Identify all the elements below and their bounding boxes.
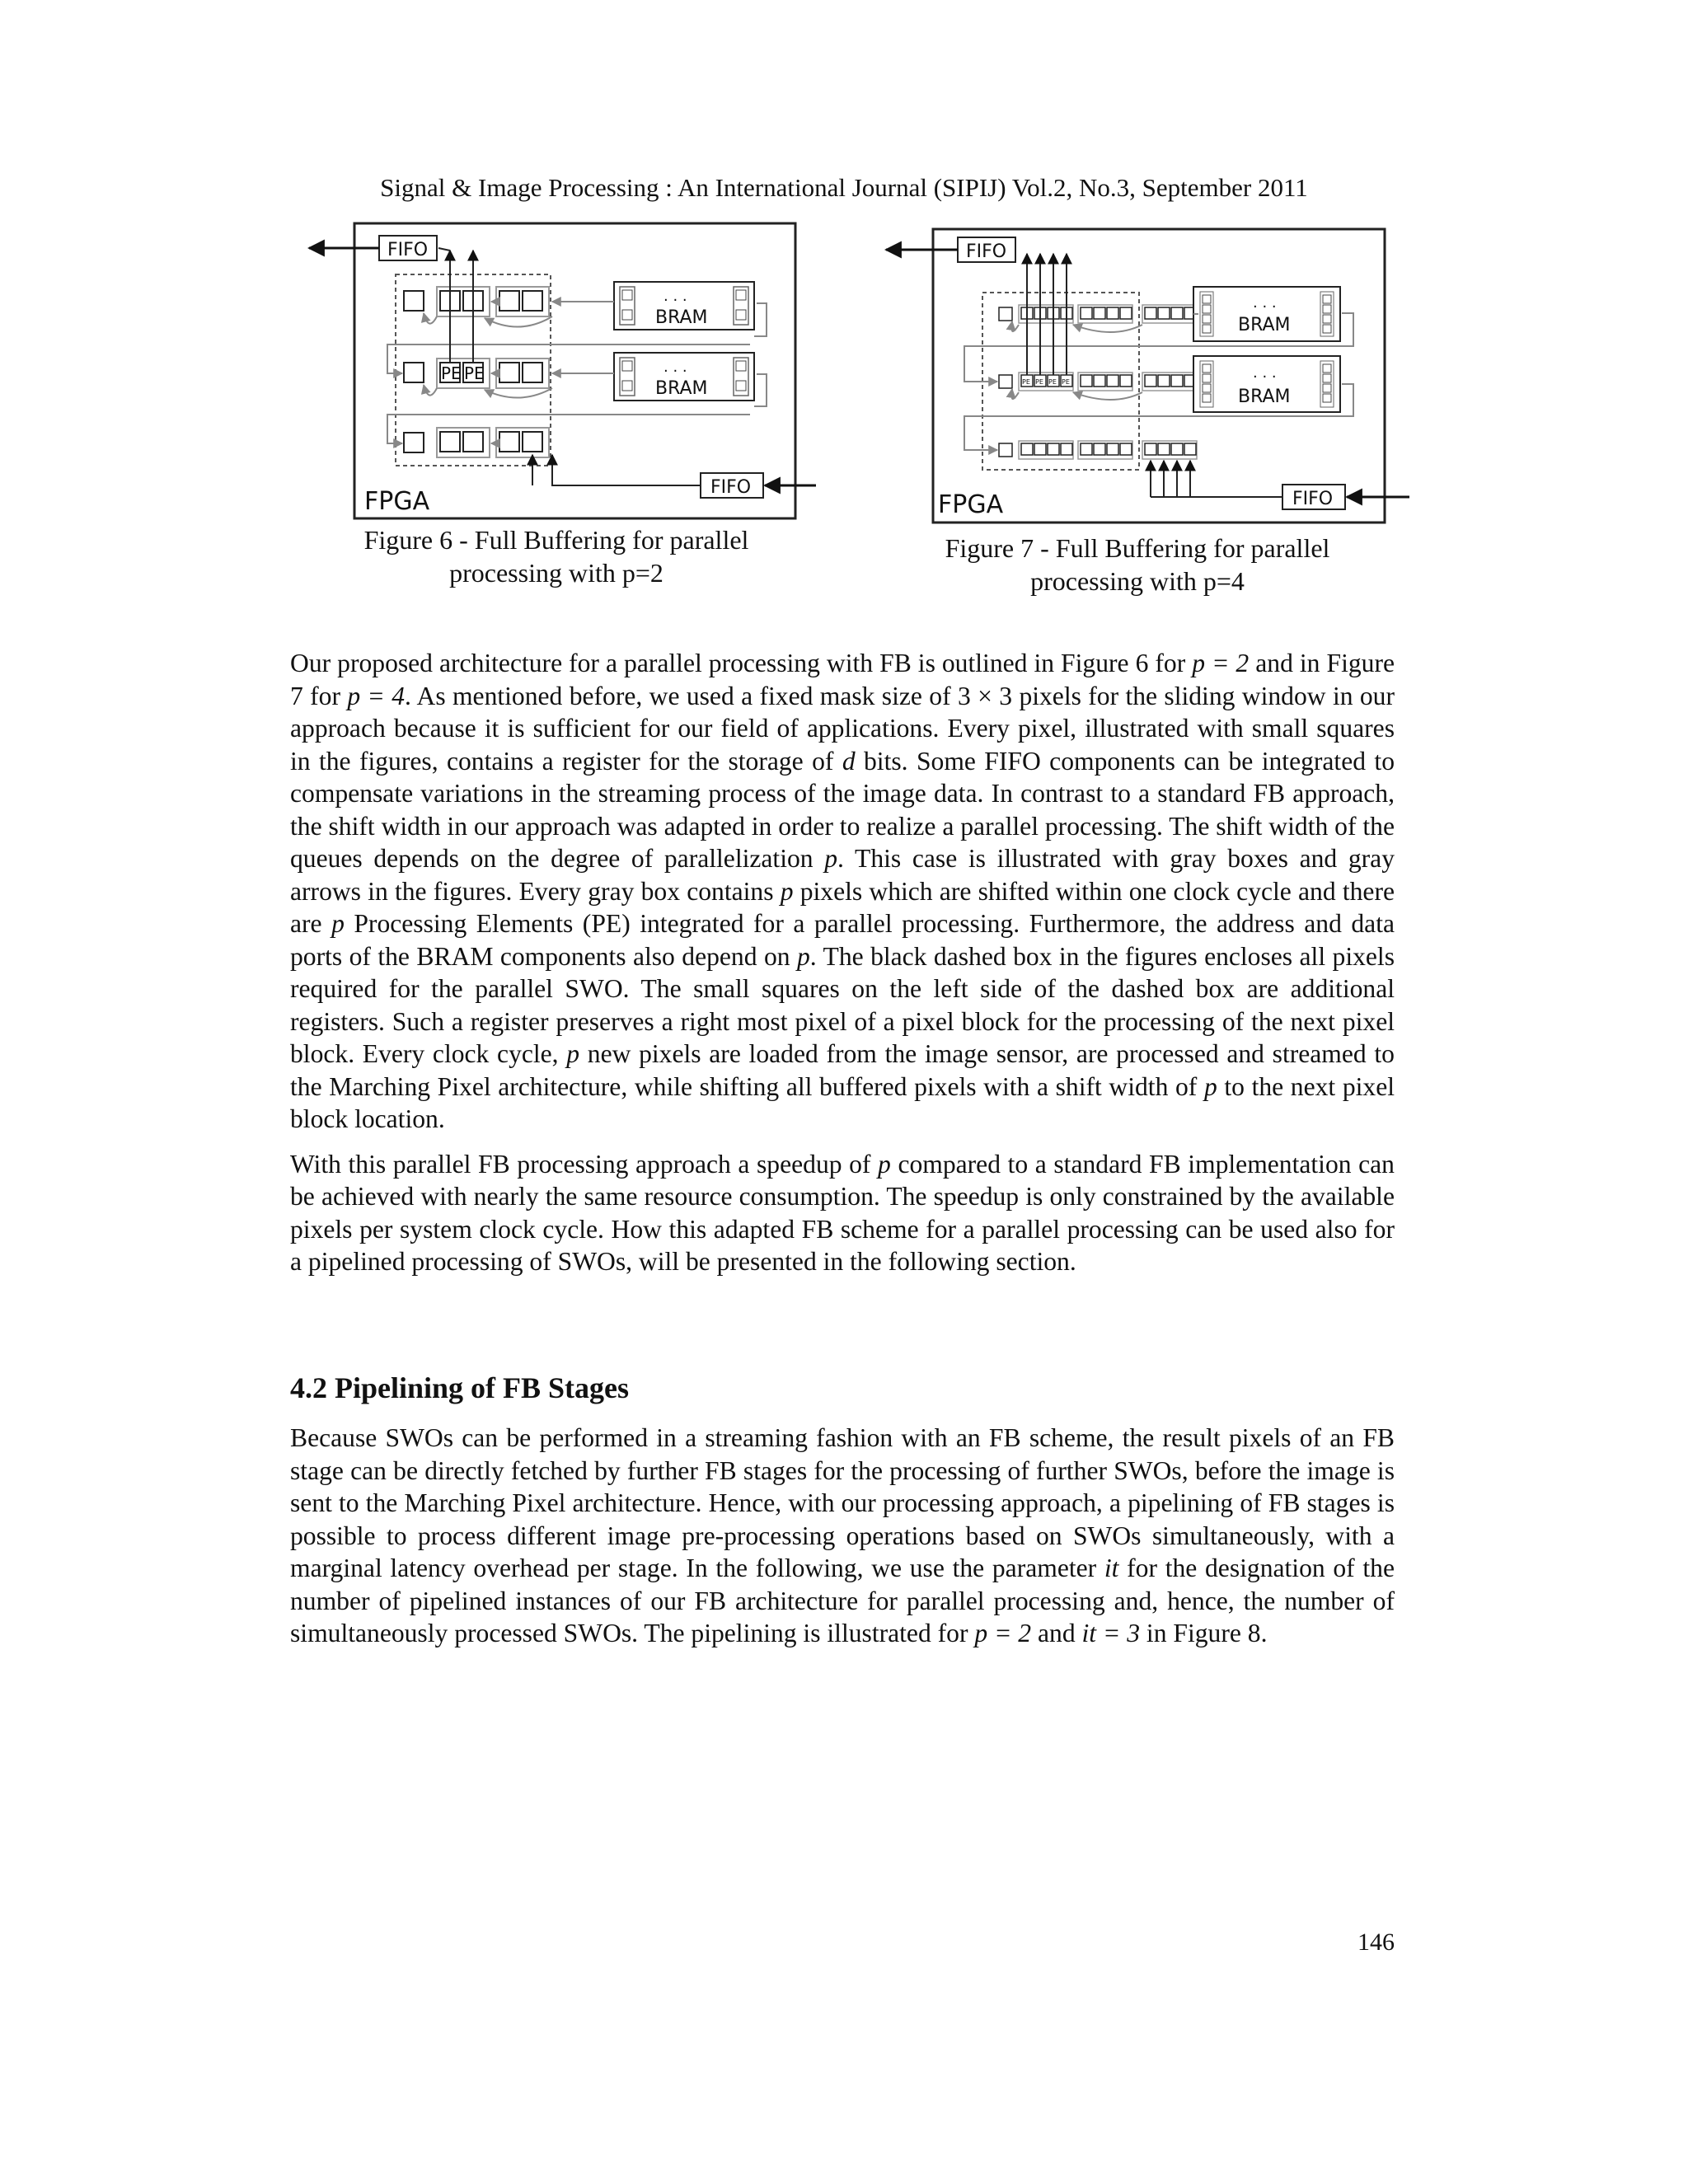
- svg-text:PE: PE: [1048, 378, 1057, 386]
- svg-text:BRAM: BRAM: [655, 378, 708, 399]
- figure-7: [882, 223, 1409, 527]
- svg-text:. . .: . . .: [663, 359, 687, 376]
- figure-6-caption-line-2: processing with p=2: [449, 558, 663, 588]
- fpga-label: FPGA: [938, 490, 1004, 519]
- figure-7-caption: [903, 532, 1372, 598]
- body-text-block: [290, 647, 1395, 1291]
- fifo-out-label: FIFO: [387, 240, 429, 260]
- svg-text:PE: PE: [1062, 378, 1070, 386]
- svg-text:BRAM: BRAM: [1238, 387, 1291, 407]
- bram-1: [614, 282, 754, 330]
- svg-text:PE: PE: [1022, 378, 1030, 386]
- section-title: 4.2 Pipelining of FB Stages: [290, 1371, 630, 1404]
- fifo-out-label: FIFO: [966, 241, 1007, 262]
- fpga-label: FPGA: [364, 487, 430, 516]
- bram-2: [614, 353, 754, 401]
- bram-2: [1193, 356, 1340, 412]
- figure-7-diagram: [882, 223, 1409, 527]
- svg-text:PE: PE: [1035, 378, 1043, 386]
- figure-7-caption-line-2: processing with p=4: [1030, 566, 1245, 596]
- figure-6-diagram: [305, 221, 816, 526]
- svg-text:BRAM: BRAM: [1238, 315, 1291, 335]
- paragraph-2: With this parallel FB processing approach a speedup of p compared to a standard FB implementation can be achieved with nearly the same resource consumption. The speedup is only constrained by the available pixels per system clock cycle. How this adapted FB scheme for a parallel processing can be used also for a pipelined processing of SWOs, will be presented in the following section.: [290, 1149, 1395, 1276]
- paragraph-3: Because SWOs can be performed in a streaming fashion with an FB scheme, the result pixels of an FB stage can be directly fetched by further FB stages for the processing of further SWOs, before the image is sent to the Marching Pixel architecture. Hence, with our processing approach, a pipelining of FB stages is possible to process different image pre-processing operations based on SWOs simultaneously, with a marginal latency overhead per stage. In the following, we use the parameter it for the designation of the number of pipelined instances of our FB architecture for parallel processing and, hence, the number of simultaneously processed SWOs. The pipelining is illustrated for p = 2 and it = 3 in Figure 8.: [290, 1423, 1395, 1647]
- paragraph-1: Our proposed architecture for a parallel processing with FB is outlined in Figure 6 for p = 2 and in Figure 7 for p = 4. As mentioned before, we used a fixed mask size of 3 × 3 pixels for the sliding window in our approach because it is sufficient for our field of applications. Every pixel, illustrated with small squares in the figures, contains a register for the storage of d bits. Some FIFO components can be integrated to compensate variations in the streaming process of the image data. In contrast to a standard FB approach, the shift width in our approach was adapted in order to realize a parallel processing. The shift width of the queues depends on the degree of parallelization p. This case is illustrated with gray boxes and gray arrows in the figures. Every gray box contains p pixels which are shifted within one clock cycle and there are p Processing Elements (PE) integrated for a parallel processing. Furthermore, the address and data ports of the BRAM components also depend on p. The black dashed box in the figures encloses all pixels required for the parallel SWO. The small squares on the left side of the dashed box are additional registers. Such a register preserves a right most pixel of a pixel block for the processing of the next pixel block. Every clock cycle, p new pixels are loaded from the image sensor, are processed and streamed to the Marching Pixel architecture, while shifting all buffered pixels with a shift width of p to the next pixel block location.: [290, 649, 1395, 1133]
- bram-1: [1193, 287, 1340, 341]
- figure-6-caption: [321, 523, 791, 589]
- page-number: 146: [1357, 1929, 1395, 1956]
- pe-1-label: PE: [441, 363, 462, 383]
- svg-text:. . .: . . .: [663, 288, 687, 305]
- pe-2-label: PE: [464, 363, 485, 383]
- body-text-block-2: [290, 1422, 1395, 1662]
- input-arrows: [1151, 461, 1282, 497]
- fifo-in-label: FIFO: [1292, 489, 1334, 509]
- svg-text:. . .: . . .: [1253, 294, 1277, 312]
- journal-header: Signal & Image Processing : An International Journal (SIPIJ) Vol.2, No.3, September 2011: [380, 173, 1308, 202]
- figure-6-caption-line-1: Figure 6 - Full Buffering for parallel: [363, 525, 749, 555]
- svg-text:BRAM: BRAM: [655, 307, 708, 328]
- fifo-in-label: FIFO: [710, 477, 752, 498]
- figure-7-caption-line-1: Figure 7 - Full Buffering for parallel: [945, 533, 1330, 563]
- pixel-blocks-outside: [1142, 305, 1197, 459]
- figure-6: [305, 221, 816, 526]
- svg-text:. . .: . . .: [1253, 364, 1277, 382]
